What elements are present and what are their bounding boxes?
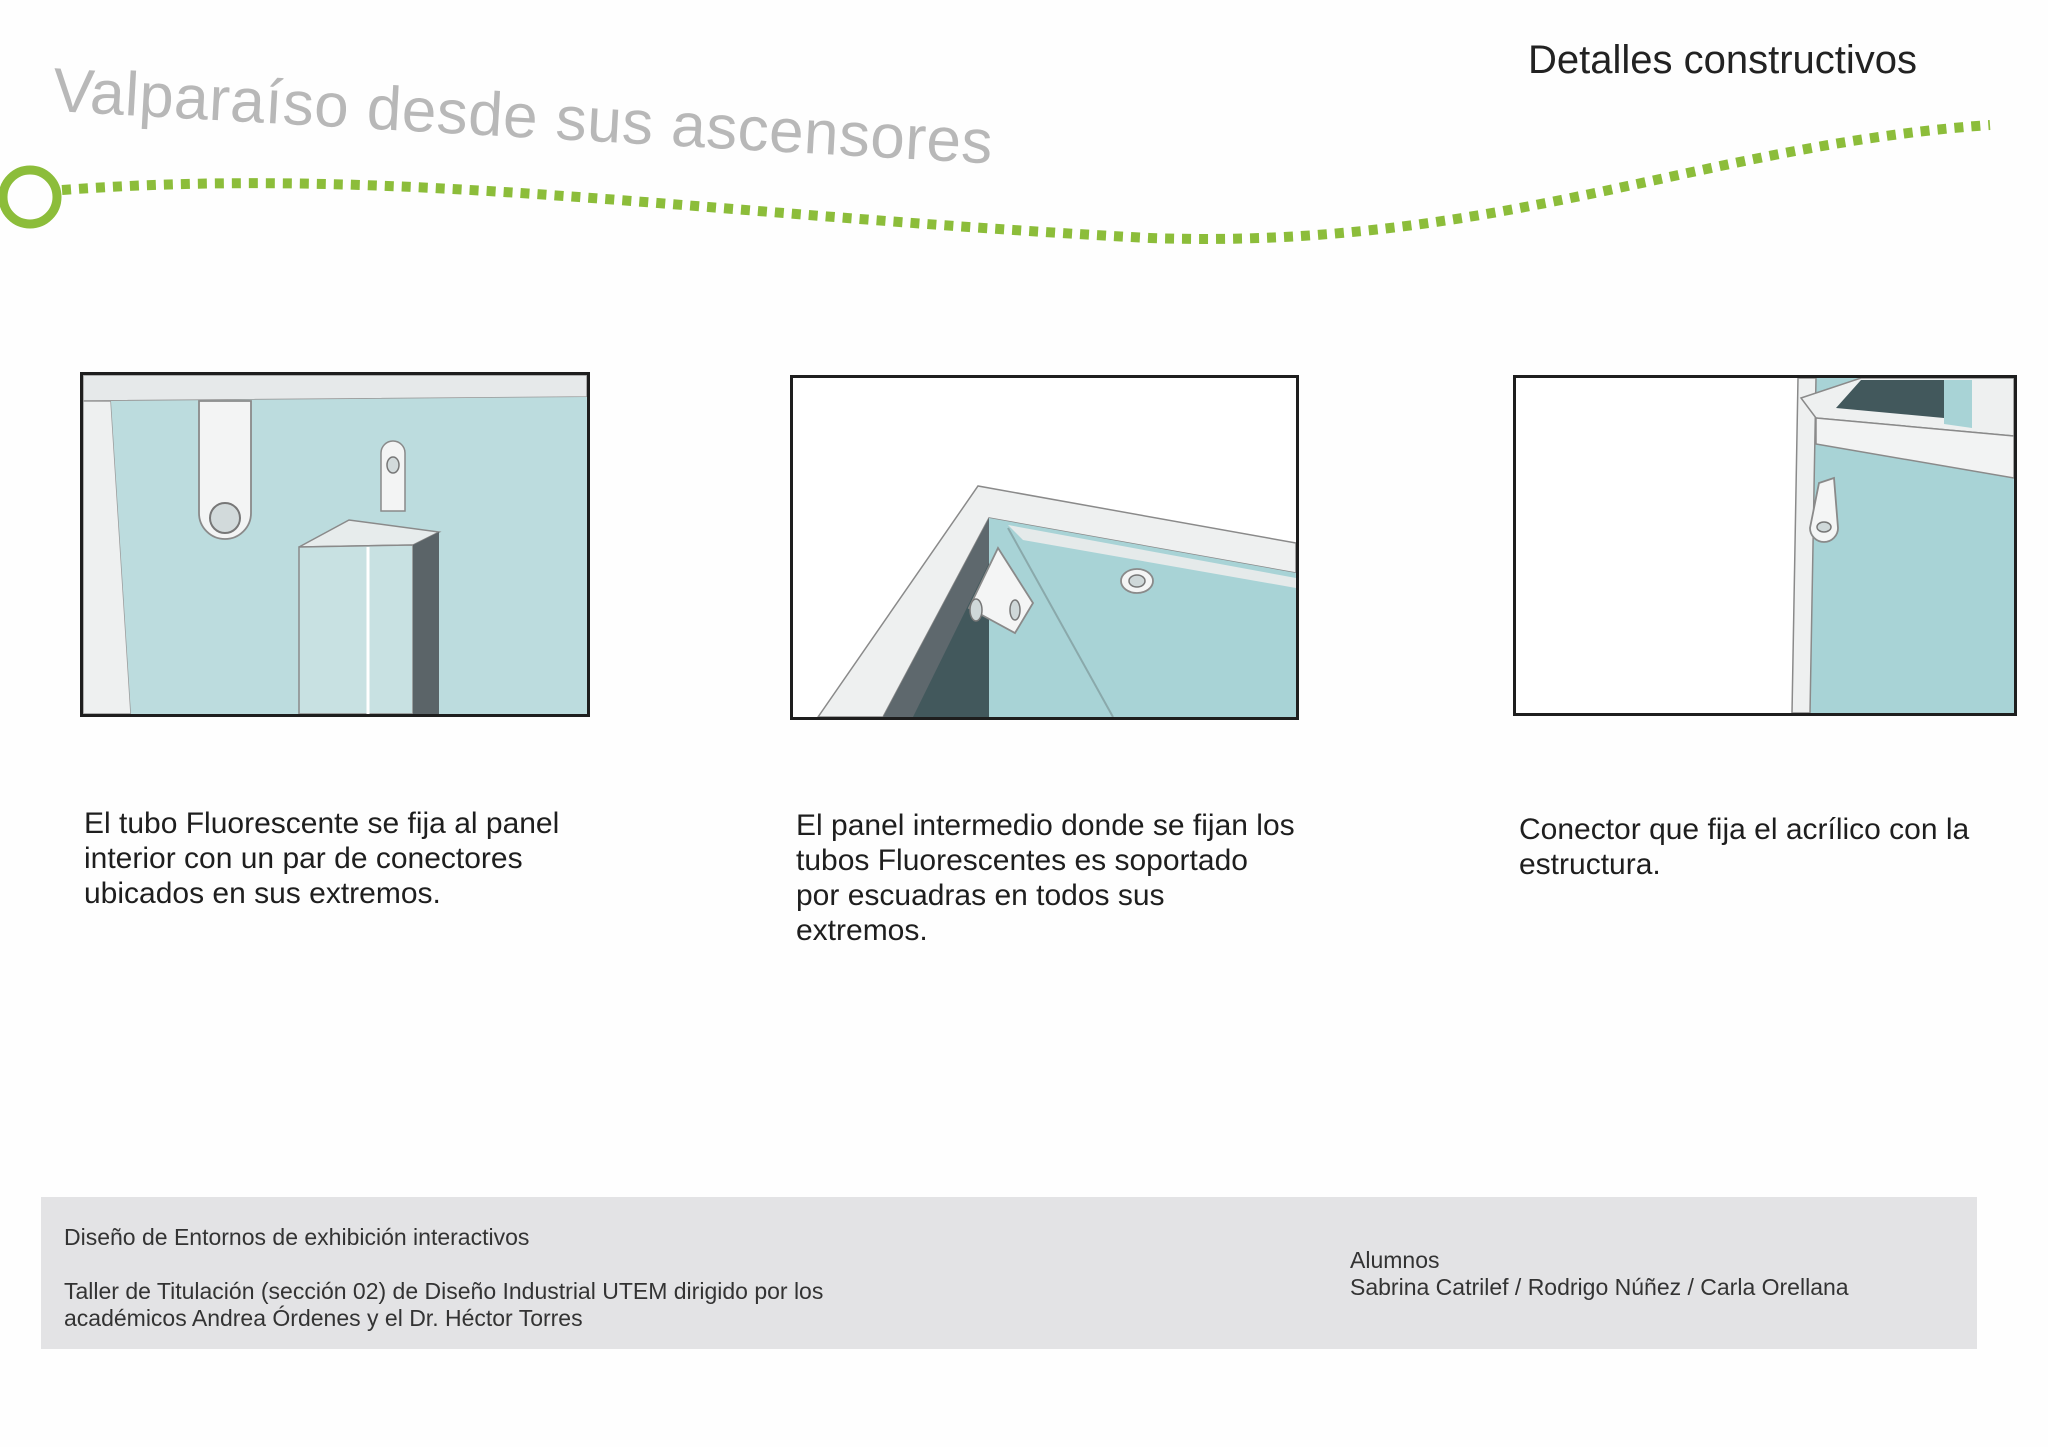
footer-program: Diseño de Entornos de exhibición interactivos [64, 1224, 530, 1250]
detail-caption: El panel intermedio donde se fijan los tubos Fluorescentes es soportado por escuadras en todos sus extremos. [796, 809, 1295, 947]
footer-panel [41, 1197, 1977, 1349]
footer-description-line1: Taller de Titulación (sección 02) de Diseño Industrial UTEM dirigido por los [64, 1278, 824, 1304]
page-title: Valparaíso desde sus ascensores [51, 55, 995, 178]
footer-students-label: Alumnos [1350, 1247, 1440, 1273]
detail-image-intermediate-panel [790, 375, 1299, 720]
footer-students-names: Sabrina Catrilef / Rodrigo Núñez / Carla Orellana [1350, 1274, 1849, 1300]
detail-caption: Conector que fija el acrílico con la estructura. [1519, 813, 1970, 881]
section-title: Detalles constructivos [1528, 38, 1918, 82]
detail-image-acrylic-connector [1513, 375, 2017, 716]
footer-description-line2: académicos Andrea Órdenes y el Dr. Héctor Torres [64, 1305, 583, 1331]
start-circle-icon [3, 170, 57, 224]
detail-image-fluorescent-tube [80, 372, 590, 717]
detail-caption: El tubo Fluorescente se fija al panel interior con un par de conectores ubicados en sus extremos. [84, 807, 560, 910]
